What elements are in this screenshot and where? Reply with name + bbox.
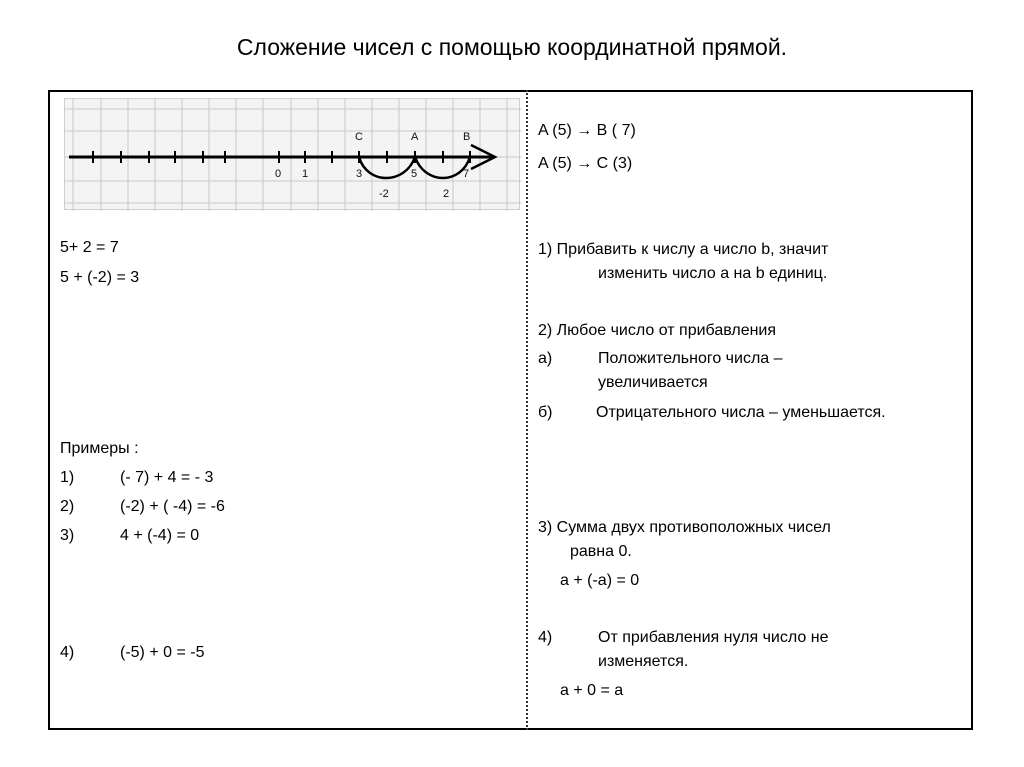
rule-3-line-2: равна 0.	[570, 543, 632, 560]
column-divider	[526, 90, 529, 730]
rule-2b-number: б)	[538, 404, 553, 421]
number-line-svg	[65, 99, 521, 211]
example-2-number: 2)	[60, 498, 75, 515]
rule-1-line-1: 1) Прибавить к числу a число b, значит	[538, 241, 829, 258]
label-B: B	[463, 131, 471, 143]
move-A-to-C: A (5) → C (3)	[538, 155, 633, 172]
example-3-number: 3)	[60, 527, 75, 544]
tick-label-3: 3	[356, 168, 363, 180]
example-1-number: 1)	[60, 469, 75, 486]
label-A: A	[411, 131, 419, 143]
equation-2: 5 + (-2) = 3	[60, 269, 140, 286]
jump-label-minus-2: -2	[379, 188, 389, 200]
rule-2a-number: а)	[538, 350, 553, 367]
rule-2b-text: Отрицательного числа – уменьшается.	[596, 404, 886, 421]
example-4-number: 4)	[60, 644, 75, 661]
rule-4-line-1: От прибавления нуля число не	[598, 629, 829, 646]
equation-1: 5+ 2 = 7	[60, 239, 119, 256]
rule-1-line-2: изменить число a на b единиц.	[598, 265, 828, 282]
slide-title: Сложение чисел с помощью координатной прямой.	[236, 34, 788, 60]
number-line-figure	[64, 98, 520, 210]
example-2-expression: (-2) + ( -4) = -6	[120, 498, 225, 515]
rule-4-formula: a + 0 = a	[560, 682, 624, 699]
rule-3-formula: a + (-a) = 0	[560, 572, 640, 589]
label-C: C	[355, 131, 363, 143]
rule-4-line-2: изменяется.	[598, 653, 689, 670]
tick-label-1: 1	[302, 168, 309, 180]
jump-label-plus-2: 2	[443, 188, 450, 200]
rule-4-number: 4)	[538, 629, 553, 646]
example-4-expression: (-5) + 0 = -5	[120, 644, 205, 661]
rule-2a-line-1: Положительного числа –	[598, 350, 783, 367]
tick-label-0: 0	[275, 168, 282, 180]
move-A-to-B: A (5) → B ( 7)	[538, 122, 636, 139]
examples-title: Примеры :	[60, 440, 139, 457]
rule-2a-line-2: увеличивается	[598, 374, 708, 391]
tick-label-5: 5	[411, 168, 418, 180]
tick-label-7: 7	[463, 168, 470, 180]
rule-3-line-1: 3) Сумма двух противоположных чисел	[538, 519, 831, 536]
example-1-expression: (- 7) + 4 = - 3	[120, 469, 214, 486]
grid-lines	[65, 99, 521, 211]
rule-2-title: 2) Любое число от прибавления	[538, 322, 777, 339]
example-3-expression: 4 + (-4) = 0	[120, 527, 200, 544]
